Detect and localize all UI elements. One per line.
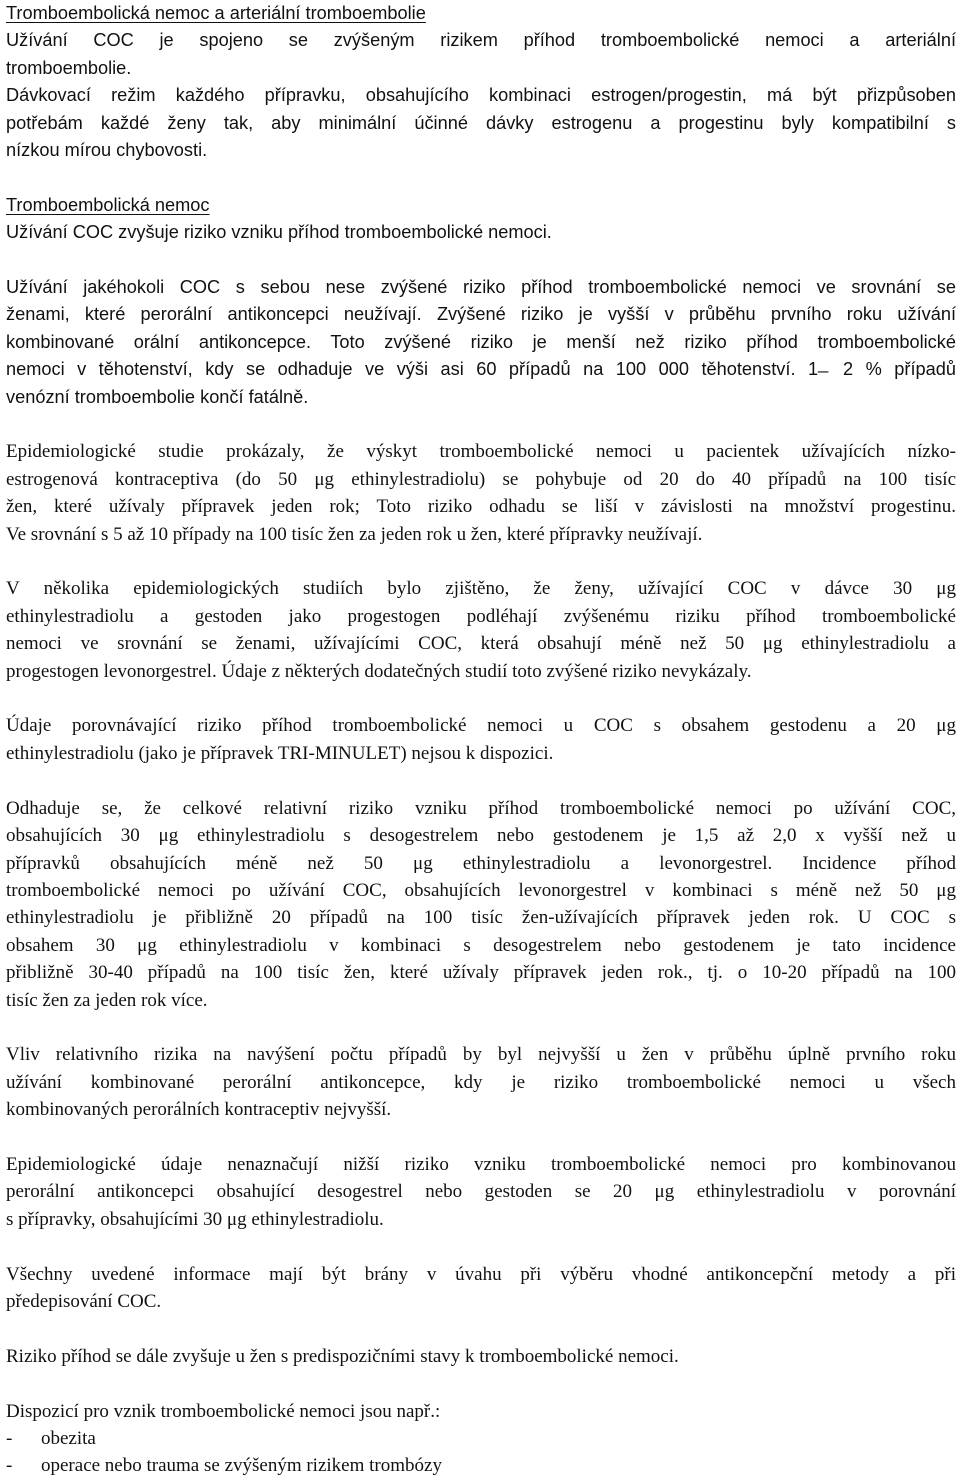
- paragraph-gap: [6, 164, 956, 191]
- text-line: ethinylestradiolu je přibližně 20 případů na 100 tisíc žen-užívajících přípravek jeden rok. U COC s: [6, 907, 956, 929]
- text-line: užívání kombinované perorální antikoncepce, kdy je riziko tromboembolické nemoci u všech: [6, 1071, 956, 1093]
- text-line: Epidemiologické studie prokázaly, že výskyt tromboembolické nemoci u pacientek užívajících nízko-: [6, 441, 956, 463]
- text-line: přípravků obsahujících méně než 50 μg ethinylestradiolu a levonorgestrel. Incidence příhod: [6, 852, 956, 874]
- text-line: Užívání COC zvyšuje riziko vzniku příhod tromboembolické nemoci.: [6, 222, 552, 243]
- text-line: ženami, které perorální antikoncepci neužívají. Zvýšené riziko je vyšší v průběhu prvního roku užívání: [6, 304, 956, 325]
- text-line: Užívání jakéhokoli COC s sebou nese zvýšené riziko příhod tromboembolické nemoci ve srovnání se: [6, 277, 956, 298]
- text-line: obsahujících 30 μg ethinylestradiolu s desogestrelem nebo gestodenem je 1,5 až 2,0 x vyšší než u: [6, 825, 956, 847]
- list-item-text: obezita: [41, 1427, 96, 1449]
- text-line: Vliv relativního rizika na navýšení počtu případů by byl nejvyšší u žen v průběhu úplně prvního roku: [6, 1044, 956, 1066]
- paragraph-epidemiology: [6, 438, 956, 548]
- paragraph-gap: [6, 1014, 956, 1041]
- text-line: potřebám každé ženy tak, aby minimální účinné dávky estrogenu a progestinu byly kompatibilní s: [6, 112, 956, 133]
- text-line: obsahem 30 μg ethinylestradiolu v kombinaci s desogestrelem nebo gestodenem je tato incidence: [6, 934, 956, 956]
- text-line: kombinované orální antikoncepce. Toto zvýšené riziko je menší než riziko příhod tromboembolické: [6, 331, 956, 352]
- text-line: Údaje porovnávající riziko příhod tromboembolické nemoci u COC s obsahem gestodenu a 20 μg: [6, 715, 956, 737]
- text-line: Epidemiologické údaje nenaznačují nižší riziko vzniku tromboembolické nemoci pro kombinovanou: [6, 1153, 956, 1175]
- text-line: ethinylestradiolu (jako je přípravek TRI-MINULET) nejsou k dispozici.: [6, 742, 554, 764]
- text-line: Riziko příhod se dále zvyšuje u žen s predispozičními stavy k tromboembolické nemoci.: [6, 1345, 679, 1367]
- list-dash: -: [6, 1455, 13, 1477]
- list-intro: Dispozicí pro vznik tromboembolické nemoci jsou např.:: [6, 1400, 441, 1422]
- text-line: estrogenová kontraceptiva (do 50 μg ethinylestradiolu) se pohybuje od 20 do 40 případů na 100 tisíc: [6, 468, 956, 490]
- paragraph-considerations: [6, 1261, 956, 1316]
- paragraph-gap: [6, 685, 956, 712]
- text-line: V několika epidemiologických studiích bylo zjištěno, že ženy, užívající COC v dávce 30 μg: [6, 578, 956, 600]
- text-line: nízkou mírou chybovosti.: [6, 140, 208, 161]
- paragraph-gap: [6, 1370, 956, 1397]
- paragraph-gap: [6, 767, 956, 794]
- text-line: přibližně 30-40 případů na 100 tisíc žen, které užívaly přípravek jeden rok., tj. o 10-20 případů na 100: [6, 962, 956, 984]
- text-line: Všechny uvedené informace mají být brány v úvahu při výběru vhodné antikoncepční metody a při: [6, 1263, 956, 1285]
- list-item-text: operace nebo trauma se zvýšeným rizikem trombózy: [41, 1455, 442, 1477]
- text-line: progestogen levonorgestrel. Údaje z některých dodatečných studií toto zvýšené riziko nevykázaly.: [6, 660, 752, 682]
- text-line: s přípravky, obsahujícími 30 μg ethinylestradiolu.: [6, 1208, 384, 1230]
- text-line: Ve srovnání s 5 až 10 případy na 100 tisíc žen za jeden rok u žen, které přípravky neužívají.: [6, 523, 703, 545]
- paragraph-gap: [6, 247, 956, 274]
- predisposition-list: [6, 1398, 956, 1480]
- paragraph-risk: [6, 274, 956, 411]
- list-dash: -: [6, 1427, 13, 1449]
- paragraph-relative-risk: [6, 795, 956, 1014]
- section-heading: Tromboembolická nemoc a arteriální tromboembolie: [6, 3, 426, 23]
- paragraph-epidemiological-data: [6, 1151, 956, 1233]
- text-line: Užívání COC je spojeno se zvýšeným rizikem příhod tromboembolické nemoci a arteriální: [6, 30, 956, 51]
- section-thromboembolic: [6, 192, 956, 247]
- text-line: žen, které užívaly přípravek jeden rok; Toto riziko odhadu se liší v závislosti na množství progestinu.: [6, 496, 956, 518]
- section-heading: Tromboembolická nemoc: [6, 194, 210, 215]
- section-thromboembolic-arterial: [6, 0, 956, 164]
- list-item: [6, 1425, 956, 1452]
- text-line: ethinylestradiolu a gestoden jako progestogen podléhají zvýšenému riziku příhod tromboembolické: [6, 605, 956, 627]
- text-line: nemoci v těhotenství, kdy se odhaduje ve výši asi 60 případů na 100 000 těhotenství. 1 ̶ 2 % případů: [6, 359, 956, 380]
- text-line: venózní tromboembolie končí fatálně.: [6, 386, 309, 407]
- document-page: [6, 0, 956, 1480]
- text-line: tromboembolické nemoci po užívání COC, obsahujících levonorgestrel v kombinaci s méně než 50 μg: [6, 879, 956, 901]
- paragraph-first-year: [6, 1041, 956, 1123]
- paragraph-comparison: [6, 712, 956, 767]
- paragraph-predisposition: [6, 1343, 956, 1370]
- paragraph-studies: [6, 575, 956, 685]
- text-line: tromboembolie.: [6, 57, 132, 78]
- text-line: perorální antikoncepci obsahující desogestrel nebo gestoden se 20 μg ethinylestradiolu v porovnání: [6, 1181, 956, 1203]
- list-item: [6, 1452, 956, 1479]
- text-line: tisíc žen za jeden rok více.: [6, 989, 208, 1011]
- text-line: předepisování COC.: [6, 1290, 162, 1312]
- paragraph-gap: [6, 548, 956, 575]
- text-line: Dávkovací režim každého přípravku, obsahujícího kombinaci estrogen/progestin, má být přizpůsoben: [6, 85, 956, 106]
- paragraph-gap: [6, 1315, 956, 1342]
- paragraph-gap: [6, 1124, 956, 1151]
- text-line: kombinovaných perorálních kontraceptiv nejvyšší.: [6, 1099, 392, 1121]
- paragraph-gap: [6, 411, 956, 438]
- paragraph-gap: [6, 1233, 956, 1260]
- text-line: nemoci ve srovnání se ženami, užívajícími COC, která obsahují méně než 50 μg ethinylestradiolu a: [6, 633, 956, 655]
- text-line: Odhaduje se, že celkové relativní riziko vzniku příhod tromboembolické nemoci po užívání COC,: [6, 797, 956, 819]
